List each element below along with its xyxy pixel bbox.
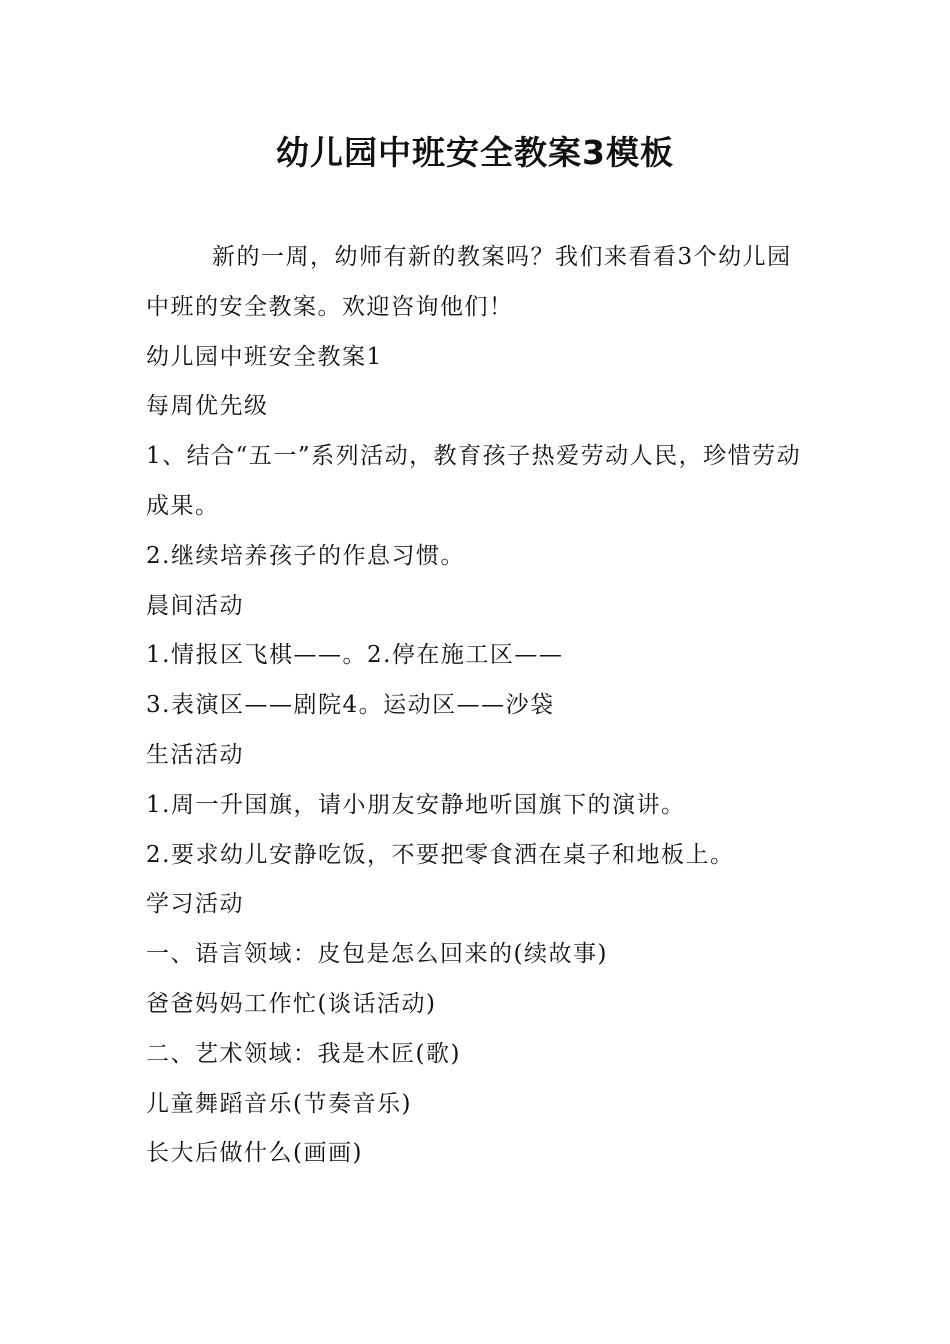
heading-life-activities: 生活活动 xyxy=(146,741,244,768)
life-activity-item-1: 1.周一升国旗，请小朋友安静地听国旗下的演讲。 xyxy=(146,791,686,818)
learning-art-item-2: 长大后做什么(画画) xyxy=(146,1140,363,1167)
life-activity-item-2: 2.要求幼儿安静吃饭，不要把零食洒在桌子和地板上。 xyxy=(146,841,735,868)
section-heading-plan-1: 幼儿园中班安全教案1 xyxy=(146,343,383,370)
heading-morning-activities: 晨间活动 xyxy=(146,592,244,619)
learning-language-domain: 一、语言领域：皮包是怎么回来的(续故事) xyxy=(146,941,608,968)
document-title: 幼儿园中班安全教案3模板 xyxy=(276,133,674,172)
learning-art-item-1: 儿童舞蹈音乐(节奏音乐) xyxy=(146,1090,412,1117)
heading-weekly-priority: 每周优先级 xyxy=(146,393,269,420)
intro-paragraph: 新的一周，幼师有新的教案吗？我们来看看3个幼儿园中班的安全教案。欢迎咨询他们！ xyxy=(146,244,792,320)
learning-language-item: 爸爸妈妈工作忙(谈话活动) xyxy=(146,990,437,1017)
morning-activity-line-1: 1.情报区飞棋——。2.停在施工区—— xyxy=(146,642,564,669)
heading-learning-activities: 学习活动 xyxy=(146,891,244,918)
document-body xyxy=(146,233,808,1179)
priority-item-2: 2.继续培养孩子的作息习惯。 xyxy=(146,542,465,569)
learning-art-domain: 二、艺术领域：我是木匠(歌) xyxy=(146,1040,461,1067)
morning-activity-line-2: 3.表演区——剧院4。运动区——沙袋 xyxy=(146,692,555,719)
priority-item-1: 1、结合“五一”系列活动，教育孩子热爱劳动人民，珍惜劳动成果。 xyxy=(146,443,802,519)
